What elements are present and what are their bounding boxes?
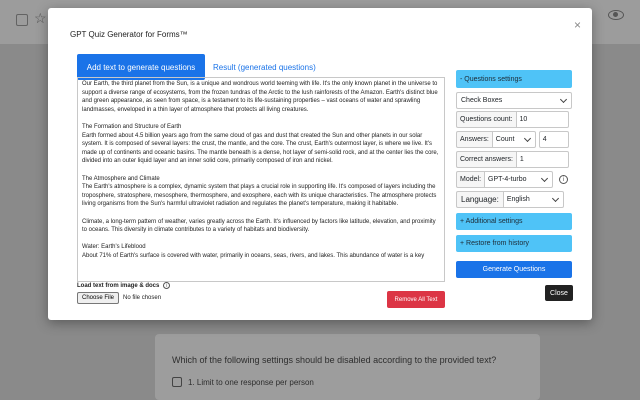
tab-add-text[interactable]: Add text to generate questions xyxy=(77,54,205,80)
restore-history-toggle[interactable]: + Restore from history xyxy=(456,235,572,252)
correct-answers-label: Correct answers: xyxy=(456,151,517,168)
source-text-area[interactable] xyxy=(77,77,445,282)
correct-answers-row xyxy=(456,151,569,168)
choose-file-button[interactable]: Choose File xyxy=(77,292,119,304)
text-paragraph: The Atmosphere and Climate The Earth's atmosphere is a complex, dynamic system that plays a crucial role in supporting life. It's composed of layers including the troposphere, stratosphere, mesosphere, thermosphere, and exosphere, each with its unique characteristics. The atmosphere protects living organisms from the Sun's harmful ultraviolet radiation and regulates the planet's temperature, making it habitable. xyxy=(82,175,437,208)
correct-answers-input[interactable]: 1 xyxy=(517,151,569,168)
text-paragraph: Our Earth, the third planet from the Sun, is a unique and wondrous world teeming with life. It's the only known planet in the universe to support a diverse range of ecosystems, from the frozen tundras of the Arctic to the lush rainforests of the Amazon. Earth's distinct blue and green appearance, as seen from space, is a testament to its life-sustaining properties – vast oceans of water and sprawling landmasses, enveloped in a thin layer of atmosphere that protects all living creatures. xyxy=(82,81,438,113)
load-from-file-label xyxy=(77,282,170,289)
chevron-down-icon xyxy=(524,135,531,142)
quiz-generator-modal xyxy=(48,8,592,320)
chevron-down-icon xyxy=(541,175,548,182)
file-picker xyxy=(77,292,161,304)
background-question-card xyxy=(155,334,540,400)
text-paragraph: The Formation and Structure of Earth Earth formed about 4.5 billion years ago from the same cloud of gas and dust that created the Sun and other planets in our solar system. It is composed of several layers: the crust, the mantle, and the core. The crust, Earth's outermost layer, is where we live. It's made up of continents and oceanic basins. The mantle beneath is a dense, hot layer of semi-solid rock, and at the center lies the core, divided into an outer liquid layer and an inner solid core, primarily composed of iron and nickel. xyxy=(82,123,439,165)
generate-questions-button[interactable]: Generate Questions xyxy=(456,261,572,278)
background-question-text: Which of the following settings should be disabled according to the provided text? xyxy=(172,355,497,365)
questions-count-row xyxy=(456,111,569,128)
language-value: English xyxy=(506,196,530,203)
questions-settings-toggle[interactable]: - Questions settings xyxy=(456,70,572,88)
background-option-text: 1. Limit to one response per person xyxy=(188,378,314,387)
star-icon: ☆ xyxy=(34,10,47,26)
question-type-select[interactable] xyxy=(456,92,572,109)
folder-icon xyxy=(16,14,28,26)
info-icon[interactable]: i xyxy=(163,282,170,289)
answers-label: Answers: xyxy=(456,131,493,148)
model-label: Model: xyxy=(456,171,485,188)
language-select[interactable] xyxy=(504,191,564,208)
language-row xyxy=(456,191,564,208)
questions-count-label: Questions count: xyxy=(456,111,517,128)
question-type-value: Check Boxes xyxy=(461,97,503,104)
file-status: No file chosen xyxy=(123,295,162,301)
text-paragraph: Climate, a long-term pattern of weather, varies greatly across the Earth. It's influenced by factors like latitude, elevation, and proximity to oceans. This diversity in climate contributes to a variety of habitats and biodiversity. xyxy=(82,218,436,234)
text-paragraph: Water: Earth's Lifeblood About 71% of Earth's surface is covered with water, primarily in oceans, seas, rivers, and lakes. This abundance of water is a key xyxy=(82,244,425,259)
load-label-text: Load text from image & docs xyxy=(77,282,160,289)
answers-mode-value: Count xyxy=(495,136,515,143)
tab-result[interactable]: Result (generated questions) xyxy=(213,62,316,72)
answers-count-input[interactable]: 4 xyxy=(539,131,569,148)
model-info-icon[interactable]: i xyxy=(559,175,568,184)
answers-row xyxy=(456,131,569,148)
modal-title: GPT Quiz Generator for Forms™ xyxy=(70,30,188,39)
additional-settings-toggle[interactable]: + Additional settings xyxy=(456,213,572,230)
remove-all-text-button[interactable]: Remove All Text xyxy=(387,291,445,308)
language-label: Language: xyxy=(456,191,504,208)
model-value: GPT-4-turbo xyxy=(488,176,527,183)
model-row xyxy=(456,171,568,188)
close-button[interactable]: Close xyxy=(545,285,573,301)
eye-icon xyxy=(608,10,624,20)
chevron-down-icon xyxy=(560,96,567,103)
questions-count-input[interactable]: 10 xyxy=(517,111,569,128)
close-icon[interactable]: × xyxy=(573,18,581,32)
answers-mode-select[interactable] xyxy=(493,131,536,148)
chevron-down-icon xyxy=(552,195,559,202)
model-select[interactable] xyxy=(485,171,553,188)
background-option-checkbox xyxy=(172,377,182,387)
